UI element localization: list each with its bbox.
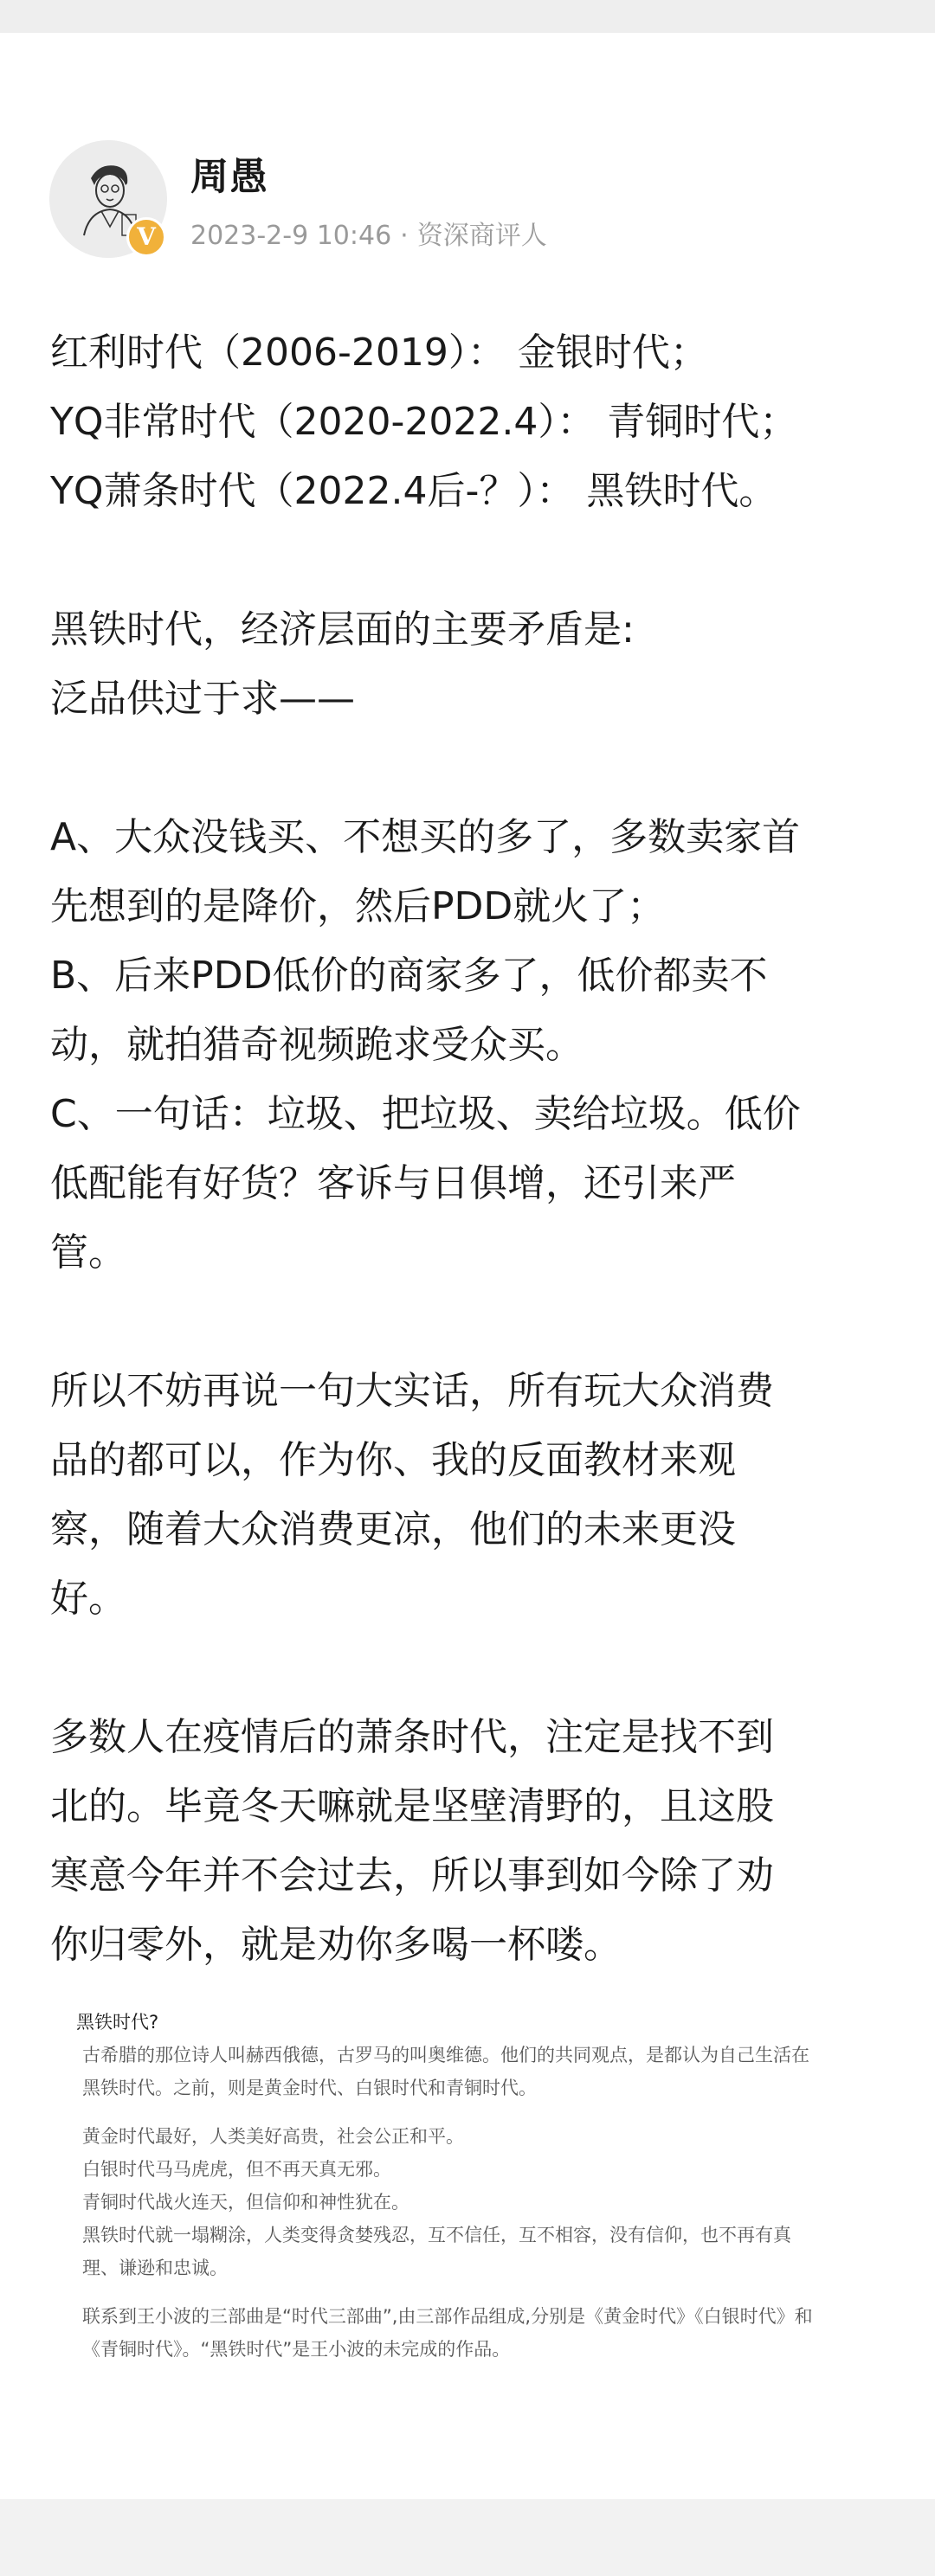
text-line: B、后来PDD低价的商家多了，低价都卖不: [50, 954, 768, 998]
embed-line: 白银时代马马虎虎，但不再天真无邪。: [82, 2159, 391, 2180]
paragraph: [50, 1703, 899, 1980]
text-line: 寒意今年并不会过去，所以事到如今除了劝: [50, 1853, 774, 1898]
embedded-text-image[interactable]: [74, 2006, 879, 2366]
text-line: A、大众没钱买、不想买的多了，多数卖家首: [50, 815, 801, 859]
post-body: [50, 318, 899, 1980]
author-title: 资深商评人: [416, 221, 547, 251]
embed-line: 黑铁时代。之前，则是黄金时代、白银时代和青铜时代。: [82, 2078, 537, 2098]
text-line: 先想到的是降价，然后PDD就火了；: [50, 884, 666, 928]
embed-line: 青铜时代战火连天，但信仰和神性犹在。: [82, 2192, 409, 2213]
text-line: 品的都可以，作为你、我的反面教材来观: [50, 1438, 736, 1482]
bottom-band: [0, 2499, 935, 2576]
paragraph: [50, 318, 899, 526]
text-line: 泛品供过于求——: [50, 677, 355, 721]
embed-line: 《青铜时代》。“黑铁时代”是王小波的未完成的作品。: [82, 2339, 511, 2360]
text-line: 所以不妨再说一句大实话，所有玩大众消费: [50, 1369, 774, 1413]
text-line: 北的。毕竟冬天嘛就是坚壁清野的，且这股: [50, 1784, 774, 1828]
post-date: 2023-2-9 10:46: [190, 221, 392, 251]
paragraph: [50, 595, 899, 734]
paragraph: [50, 1357, 899, 1634]
text-line: 低配能有好货？客诉与日俱增，还引来严: [50, 1161, 736, 1205]
text-line: C、一句话：垃圾、把垃圾、卖给垃圾。低价: [50, 1092, 801, 1136]
embed-line: 古希腊的那位诗人叫赫西俄德，古罗马的叫奥维德。他们的共同观点，是都认为自己生活在: [82, 2045, 809, 2065]
verified-badge-icon: V: [126, 217, 166, 257]
embed-line: 理、谦逊和忠诚。: [82, 2258, 228, 2278]
text-line: 动，就拍猎奇视频跪求受众买。: [50, 1023, 584, 1067]
text-line: 黑铁时代，经济层面的主要矛盾是:: [50, 607, 635, 652]
text-line: 管。: [50, 1230, 126, 1275]
text-line: 察，随着大众消费更凉，他们的未来更没: [50, 1507, 736, 1551]
text-line: 多数人在疫情后的萧条时代，注定是找不到: [50, 1715, 774, 1759]
post-meta: [190, 214, 547, 252]
embed-title: 黑铁时代?: [76, 2012, 159, 2033]
meta-separator: ·: [400, 221, 409, 251]
text-line: YQ非常时代（2020-2022.4）： 青铜时代；: [50, 400, 798, 444]
text-line: YQ萧条时代（2022.4后-？）： 黑铁时代。: [50, 469, 777, 513]
embed-line: 黑铁时代就一塌糊涂，人类变得贪婪残忍，互不信任，互不相容，没有信仰，也不再有真: [82, 2225, 791, 2245]
text-line: 红利时代（2006-2019）： 金银时代；: [50, 331, 708, 375]
embed-line: 联系到王小波的三部曲是“时代三部曲”,由三部作品组成,分别是《黄金时代》《白银时代》和: [82, 2306, 813, 2327]
paragraph: [50, 803, 899, 1288]
embed-line: 黄金时代最好，人类美好高贵，社会公正和平。: [82, 2126, 464, 2147]
author-name[interactable]: 周愚: [190, 155, 268, 199]
text-line: 好。: [50, 1577, 126, 1621]
text-line: 你归零外，就是劝你多喝一杯喽。: [50, 1923, 622, 1967]
